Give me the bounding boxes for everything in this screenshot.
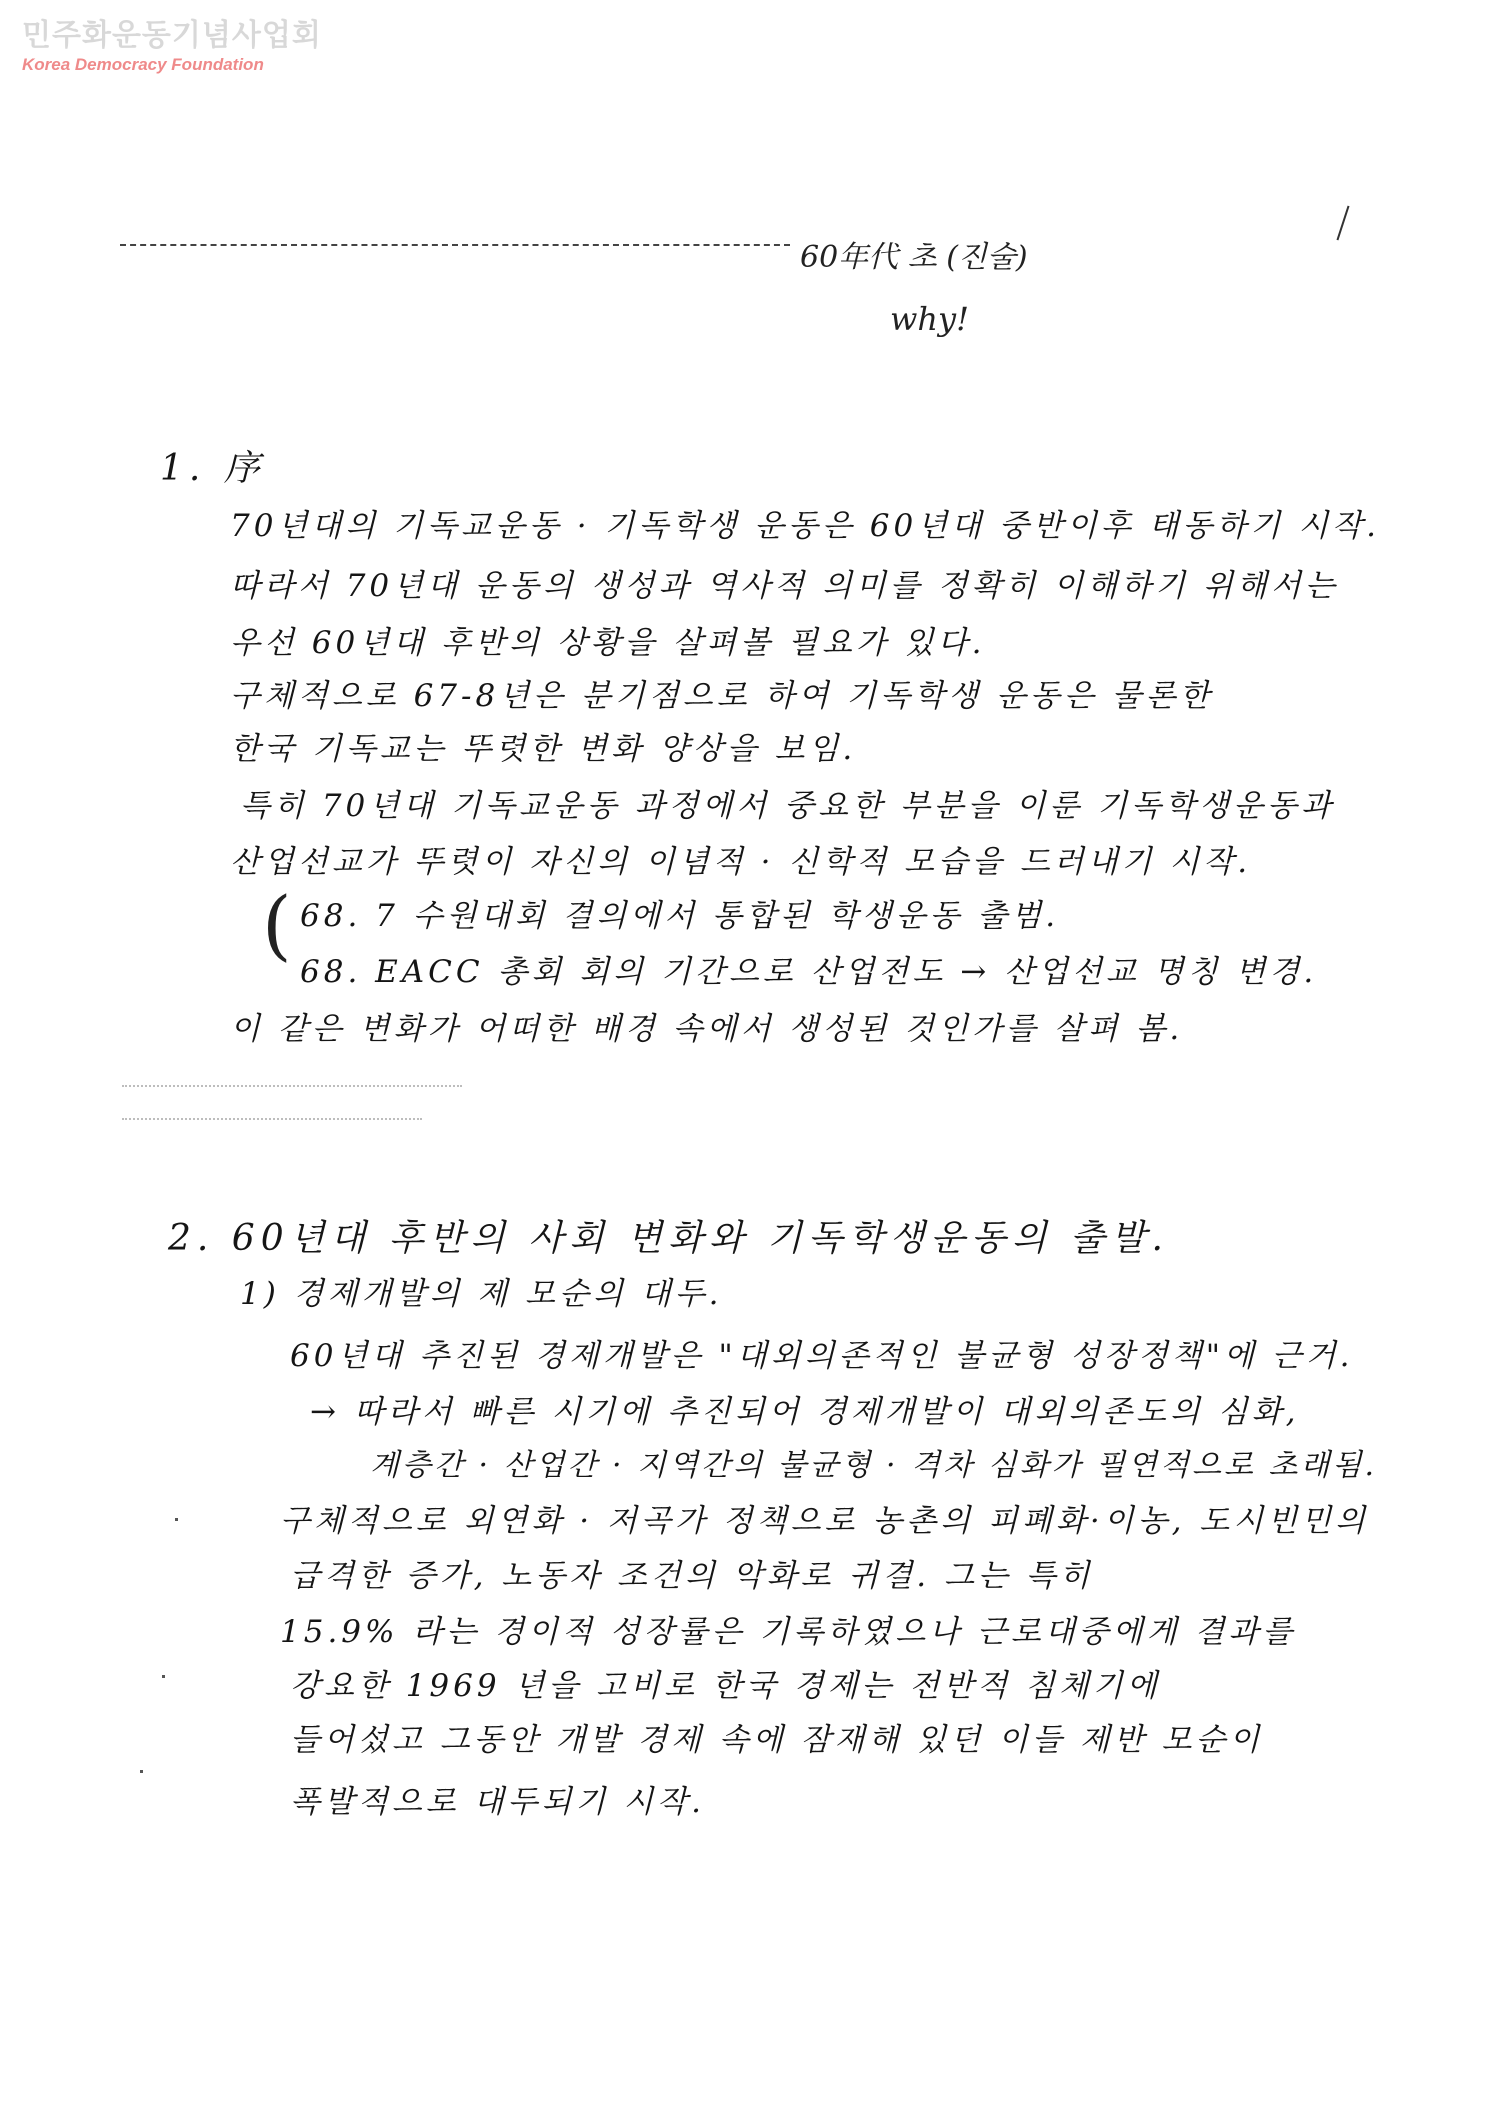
section-2-line: 계층간 · 산업간 · 지역간의 불균형 · 격차 심화가 필연적으로 초래됨. (370, 1448, 1377, 1483)
section-2-line: 15.9% 라는 경이적 성장률은 기록하였으나 근로대중에게 결과를 (280, 1614, 1297, 1650)
margin-dot (162, 1675, 165, 1678)
top-dashed-rule (120, 244, 790, 246)
section-1-line: 산업선교가 뚜렷이 자신의 이념적 · 신학적 모습을 드러내기 시작. (230, 844, 1252, 880)
faint-divider (122, 1085, 462, 1087)
section-2-line: 들어섰고 그동안 개발 경제 속에 잠재해 있던 이들 제반 모순이 (290, 1722, 1264, 1758)
margin-dot (175, 1518, 178, 1521)
section-1-line: 이 같은 변화가 어떠한 배경 속에서 생성된 것인가를 살펴 봄. (230, 1011, 1184, 1047)
section-1-heading: 1. 序 (160, 448, 266, 489)
section-2-line: 폭발적으로 대두되기 시작. (290, 1784, 705, 1820)
section-1-line: 구체적으로 67-8년은 분기점으로 하여 기독학생 운동은 물론한 (230, 678, 1214, 714)
foundation-watermark (22, 18, 322, 76)
watermark-english: Korea Democracy Foundation (22, 55, 264, 74)
section-2-subheading: 1) 경제개발의 제 모순의 대두. (240, 1276, 723, 1312)
section-1-line: 한국 기독교는 뚜렷한 변화 양상을 보임. (230, 731, 857, 767)
section-1-line: 우선 60년대 후반의 상황을 살펴볼 필요가 있다. (230, 625, 986, 661)
section-1-line: 특히 70년대 기독교운동 과정에서 중요한 부분을 이룬 기독학생운동과 (240, 788, 1335, 824)
section-1-line: 70년대의 기독교운동 · 기독학생 운동은 60년대 중반이후 태동하기 시작. (230, 508, 1380, 544)
section-2-line: 구체적으로 외연화 · 저곡가 정책으로 농촌의 피폐화·이농, 도시빈민의 (280, 1503, 1370, 1539)
section-1-line: 따라서 70년대 운동의 생성과 역사적 의미를 정확히 이해하기 위해서는 (230, 568, 1339, 604)
section-2-line: 급격한 증가, 노동자 조건의 악화로 귀결. 그는 특히 (290, 1558, 1094, 1594)
watermark-korean: 민주화운동기념사업회 (22, 18, 322, 53)
section-2-line: 60년대 추진된 경제개발은 "대외의존적인 불균형 성장정책"에 근거. (290, 1338, 1354, 1374)
section-2-line: → 따라서 빠른 시기에 추진되어 경제개발이 대외의존도의 심화, (310, 1394, 1300, 1430)
margin-note-top: 60年代 초 (진술) (800, 240, 1028, 275)
tick-mark (1336, 206, 1349, 241)
margin-dot (140, 1770, 143, 1773)
bracket-mark: ( (262, 880, 292, 969)
section-1-line: 68. 7 수원대회 결의에서 통합된 학생운동 출범. (300, 898, 1060, 934)
faint-divider-2 (122, 1118, 422, 1120)
section-2-line: 강요한 1969 년을 고비로 한국 경제는 전반적 침체기에 (290, 1668, 1161, 1704)
section-2-heading: 2. 60년대 후반의 사회 변화와 기독학생운동의 출발. (168, 1218, 1170, 1259)
margin-note-why: why! (890, 300, 969, 338)
section-1-line: 68. EACC 총회 회의 기간으로 산업전도 → 산업선교 명칭 변경. (300, 954, 1318, 990)
